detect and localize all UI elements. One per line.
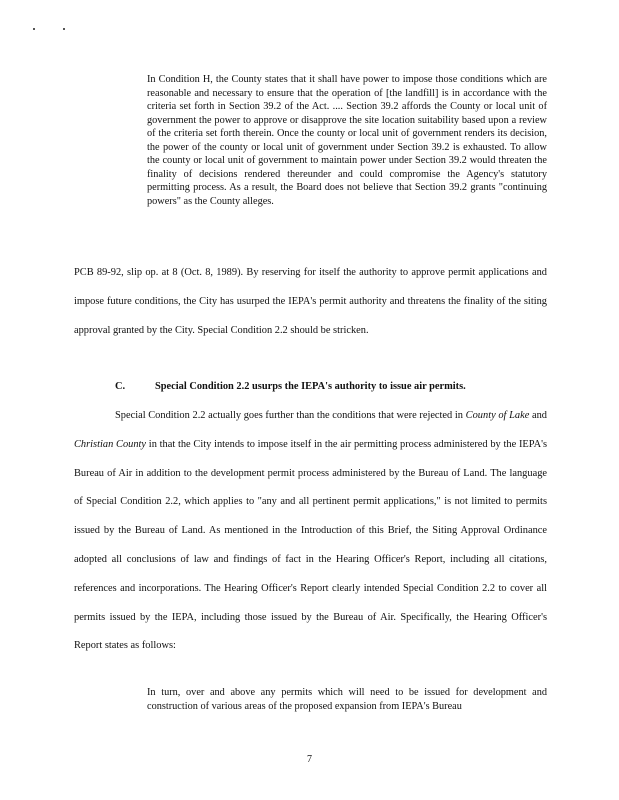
- case-name-christian-county: Christian County: [74, 438, 147, 450]
- scan-speck: [33, 28, 35, 30]
- paragraph-special-condition: [74, 402, 547, 661]
- section-letter: C.: [115, 381, 126, 392]
- section-title: Special Condition 2.2 usurps the IEPA's authority to issue air permits.: [155, 381, 466, 392]
- case-name-county-of-lake: County of Lake: [465, 410, 530, 421]
- quote-paragraph: In Condition H, the County states that it shall have power to impose those conditions which are reasonable and necessary to ensure that the operation of [the landfill] is in accordance with the criteria set forth in Section 39.2 of the Act. .... Section 39.2 affords the County or local unit of government the power to approve or disapprove the site location suitability based upon a review of the criteria set forth therein. Once the county or local unit of government renders its decision, the power of the county or local unit of government under Section 39.2 is exhausted. To allow the county or local unit of government to maintain power under Section 39.2 would threaten the finality of decisions rendered thereunder and could compromise the Agency's statutory permitting process. As a result, the Board does not believe that Section 39.2 grants "continuing powers" as the County alleges.: [147, 74, 547, 207]
- text-run: and: [529, 410, 547, 421]
- scan-speck: [63, 28, 65, 30]
- page-number: 7: [307, 754, 312, 765]
- body-paragraph: PCB 89-92, slip op. at 8 (Oct. 8, 1989). By reserving for itself the authority to approve permit applications and impose future conditions, the City has usurped the IEPA's permit authority and threatens the finality of the siting approval granted by the City. Special Condition 2.2 should be stricken.: [74, 267, 547, 336]
- body-paragraph: [74, 402, 547, 661]
- text-run: Special Condition 2.2 actually goes further than the conditions that were rejected in: [115, 410, 466, 421]
- section-heading: [74, 380, 547, 394]
- quote-paragraph: In turn, over and above any permits which will need to be issued for development and construction of various areas of the proposed expansion from IEPA's Bureau: [147, 687, 547, 712]
- paragraph-pcb-citation: [74, 259, 547, 345]
- block-quote-condition-h: [147, 73, 547, 208]
- block-quote-hearing-officer: [147, 686, 547, 713]
- text-run: in that the City intends to impose itself in the air permitting process administered by the IEPA's Bureau of Air in addition to the development permit process administered by the Bureau of Land. The language of Special Condition 2.2, which applies to "any and all pertinent permit applications," is not limited to permits issued by the Bureau of Land. As mentioned in the Introduction of this Brief, the Siting Approval Ordinance adopted all conclusions of law and findings of fact in the Hearing Officer's Report, including all citations, references and incorporations. The Hearing Officer's Report clearly intended Special Condition 2.2 to cover all permits issued by the IEPA, including those issued by the Bureau of Air. Specifically, the Hearing Officer's Report states as follows:: [74, 438, 547, 652]
